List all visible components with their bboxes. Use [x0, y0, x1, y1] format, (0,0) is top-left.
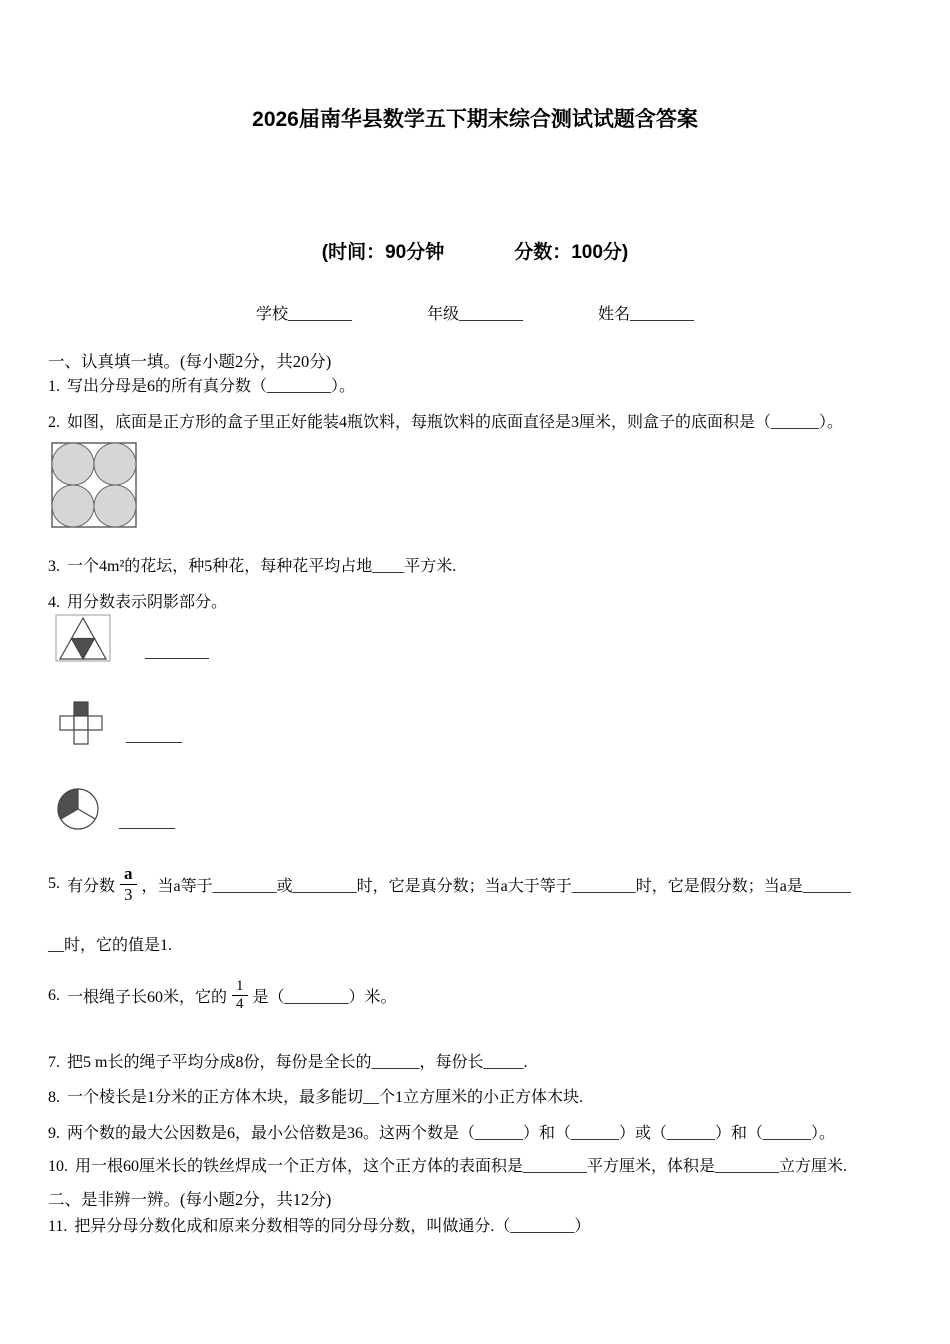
question-5-line2	[48, 932, 172, 955]
question-1	[48, 373, 355, 396]
question-6-lead: 一根绳子长60米，它的	[67, 989, 228, 1007]
shaded-cross-figure	[58, 700, 104, 746]
question-1-text: 写出分母是6的所有真分数（________）。	[67, 378, 356, 395]
q4-figure-3-row	[55, 786, 175, 832]
answer-blank-2: _______	[126, 728, 182, 745]
shaded-circle-figure	[55, 786, 101, 832]
section2-heading: 二、是非辨一辨。(每小题2分，共12分)	[48, 1190, 332, 1209]
question-5-text: ，当a等于________或________时，它是真分数；当a大于等于________时，它是假分数；当a是______	[141, 877, 851, 895]
q4-figure-2-row	[58, 700, 182, 746]
grade-blank: 年级________	[426, 306, 523, 323]
question-5-lead: 有分数	[67, 877, 116, 895]
question-5	[48, 864, 851, 904]
question-11-text: 把异分母分数化成和原来分数相等的同分母分数，叫做通分.（________）	[74, 1218, 591, 1235]
name-blank: 姓名________	[598, 306, 695, 323]
page-title: 2026届南华县数学五下期末综合测试试题含答案	[252, 108, 698, 131]
fraction-denominator: 4	[236, 996, 244, 1013]
shaded-triangle-figure	[55, 614, 111, 662]
question-3-number: 3.	[48, 558, 60, 575]
school-blank: 学校________	[255, 306, 352, 323]
question-1-number: 1.	[48, 378, 60, 395]
question-9-number: 9.	[48, 1125, 60, 1142]
question-2-number: 2.	[48, 414, 60, 431]
score-label: 分数：100分)	[514, 242, 629, 263]
bottles-in-box-figure	[50, 441, 138, 529]
fraction-numerator: a	[120, 864, 137, 885]
bottle-circle	[52, 485, 94, 527]
question-3-text: 一个4m²的花坛，种5种花，每种花平均占地____平方米.	[67, 558, 457, 575]
question-10	[48, 1153, 847, 1176]
question-10-number: 10.	[48, 1158, 68, 1175]
answer-blank-3: _______	[119, 814, 175, 831]
shaded-square	[74, 702, 88, 716]
student-info-row	[0, 301, 950, 324]
question-11-number: 11.	[48, 1218, 68, 1235]
answer-blank-1: ________	[145, 644, 209, 661]
cross-square	[60, 716, 74, 730]
question-6-text: 是（________）米。	[252, 989, 397, 1007]
question-8-number: 8.	[48, 1089, 60, 1106]
question-11	[48, 1213, 590, 1236]
fraction-1-over-4	[232, 978, 248, 1014]
question-10-text: 用一根60厘米长的铁丝焊成一个正方体，这个正方体的表面积是________平方厘米，体积是________立方厘米.	[75, 1158, 848, 1175]
q4-figure-1-row	[55, 614, 209, 662]
cross-square	[88, 716, 102, 730]
question-7	[48, 1049, 527, 1072]
question-6	[48, 978, 397, 1014]
question-4-text: 用分数表示阴影部分。	[67, 594, 228, 611]
question-9-text: 两个数的最大公因数是6，最小公倍数是36。这两个数是（______）和（______）或（______）和（______）。	[67, 1125, 836, 1142]
question-6-number: 6.	[48, 986, 60, 1004]
question-8	[48, 1084, 583, 1107]
fraction-denominator: 3	[124, 884, 133, 904]
bottle-circle	[94, 485, 136, 527]
cross-square	[74, 730, 88, 744]
question-4-number: 4.	[48, 594, 60, 611]
bottle-circle	[52, 443, 94, 485]
question-2-text: 如图，底面是正方形的盒子里正好能装4瓶饮料，每瓶饮料的底面直径是3厘米，则盒子的底面积是（______）。	[67, 414, 844, 431]
question-7-number: 7.	[48, 1054, 60, 1071]
question-9	[48, 1120, 835, 1143]
exam-meta-row	[0, 237, 950, 264]
question-2	[48, 409, 843, 432]
fraction-a-over-3	[120, 864, 137, 904]
question-8-text: 一个棱长是1分米的正方体木块，最多能切__个1立方厘米的小正方体木块.	[67, 1089, 584, 1106]
question-4	[48, 589, 227, 612]
section1-heading: 一、认真填一填。(每小题2分，共20分)	[48, 352, 332, 371]
q2-bottles-figure	[50, 441, 138, 529]
question-7-text: 把5 m长的绳子平均分成8份，每份是全长的______，每份长_____.	[67, 1054, 528, 1071]
question-5-number: 5.	[48, 875, 60, 893]
fraction-numerator: 1	[232, 978, 248, 996]
question-5-continuation: __时，它的值是1.	[48, 937, 173, 954]
time-label: (时间：90分钟	[321, 242, 445, 263]
bottle-circle	[94, 443, 136, 485]
cross-square	[74, 716, 88, 730]
question-3	[48, 553, 456, 576]
